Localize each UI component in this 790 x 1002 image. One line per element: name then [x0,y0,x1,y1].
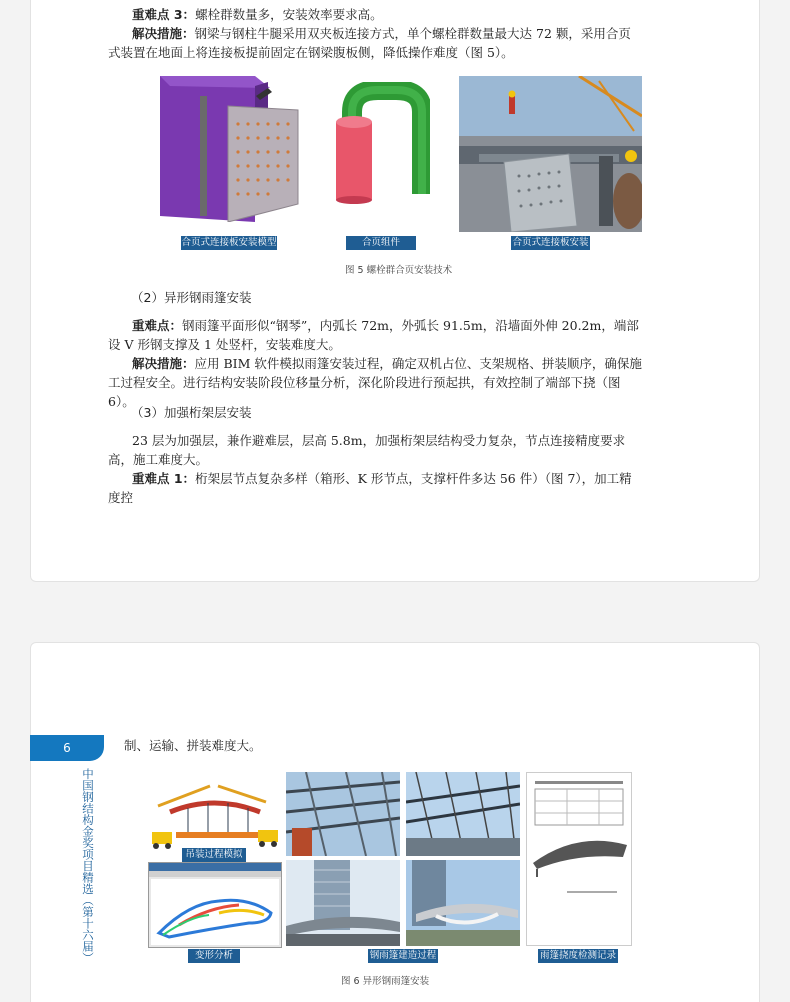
paragraph-continuation: 制、运输、拼装难度大。 [124,738,262,753]
fig5-title: 图 5 螺栓群合页安装技术 [345,265,453,276]
fig5-caption-tag-3: 合页式连接板安装 [512,237,589,248]
paragraph-difficulty-canopy: 重难点：钢雨篷平面形似“钢琴”，内弧长 72m，外弧长 91.5m，沿墙面外伸 20.2m，端部设 V 形钢支撑及 1 处竖杆，安装难度大。 [108,318,639,352]
fig6-title: 图 6 异形钢雨篷安装 [341,976,430,987]
canopy-construction-photo-3 [286,860,400,946]
fig5-caption-tag-1: 合页式连接板安装模型 [181,237,277,248]
paragraph-difficulty-3: 重难点 3：螺栓群数量多，安装效率要求高。 [132,7,383,22]
section-heading-2: （2）异形钢雨篷安装 [131,290,252,305]
paragraph-solution-1: 解决措施：钢梁与钢柱牛腿采用双夹板连接方式，单个螺栓群数量最大达 72 颗，采用合页式装置在地面上将连接板提前固定在钢梁腹板侧，降低操作难度（图 5）。 [108,26,631,60]
canopy-construction-photo-4 [406,860,520,946]
canopy-construction-photo-1 [286,772,400,856]
book-title-vertical: 中国钢结构金奖项目精选（第十六届） [81,768,95,964]
hinge-component-image [330,82,430,204]
fig6-caption-tag-2: 变形分析 [188,949,240,963]
paragraph-difficulty-truss-1: 重难点 1：桁架层节点复杂多样（箱形、K 形节点，支撑杆件多达 56 件）（图 7），加工精度控 [108,471,632,505]
deformation-analysis-image [148,862,282,948]
fig5-caption-tag-2: 合页组件 [346,236,416,250]
hinge-model-image [160,76,300,222]
canopy-construction-photo-2 [406,772,520,856]
fig6-caption-tag-4: 雨篷挠度检测记录 [539,950,616,961]
section-heading-3: （3）加强桁架层安装 [131,405,252,420]
page-number-tab: 6 [30,735,104,761]
paragraph-solution-canopy: 解决措施：应用 BIM 软件模拟雨篷安装过程，确定双机占位、支架规格、拼装顺序，确保施工过程安全。进行结构安装阶段位移量分析，深化阶段进行预起拱，有效控制了端部下挠（图 6）。 [108,356,642,409]
paragraph-truss-layer: 23 层为加强层，兼作避难层，层高 5.8m，加强桁架层结构受力复杂，节点连接精度要求高，施工难度大。 [108,433,626,467]
lifting-simulation-image [148,772,280,854]
fig6-caption-tag-1: 吊装过程模拟 [182,848,246,862]
fig6-caption-tag-3: 钢雨篷建造过程 [369,950,437,961]
hinge-installation-photo [459,76,642,232]
deflection-record-image [526,772,632,946]
